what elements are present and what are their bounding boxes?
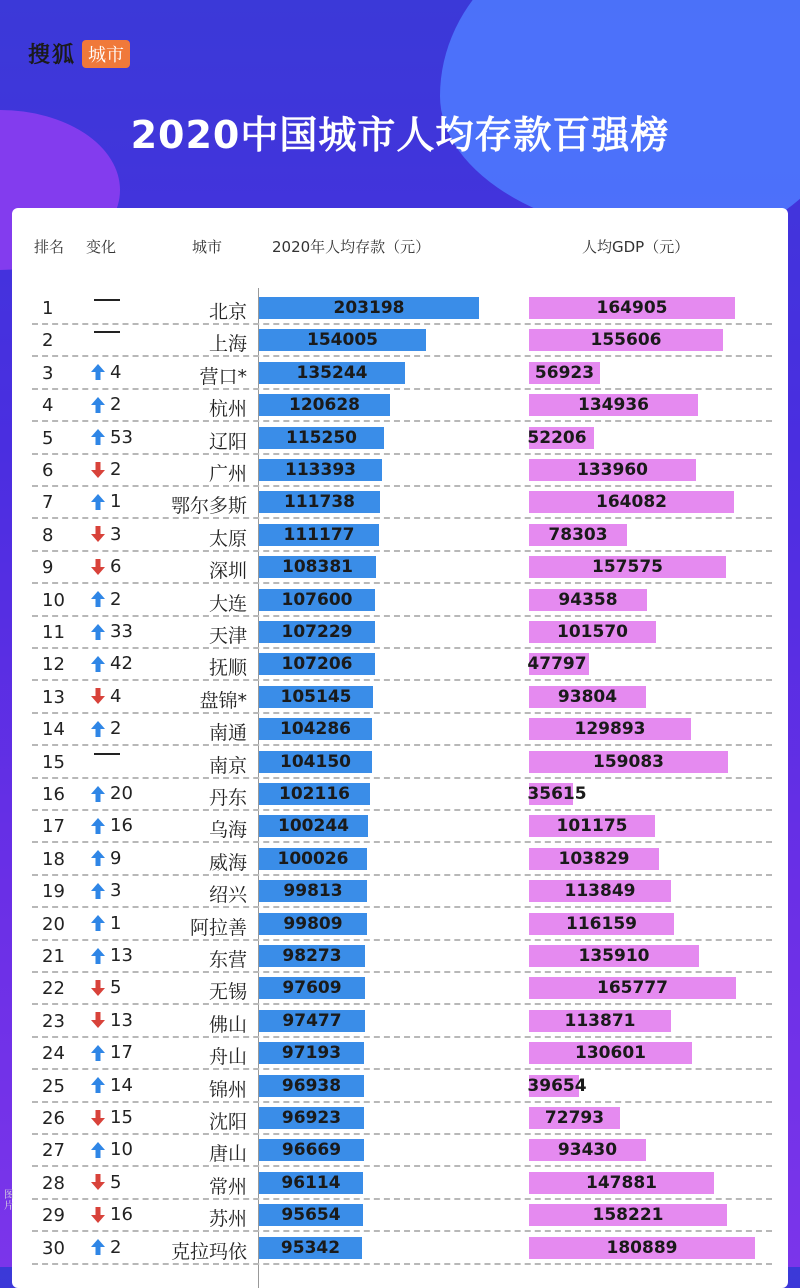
up-arrow-icon [90,363,106,381]
down-arrow-icon [90,1109,106,1127]
gdp-value-label: 78303 [548,524,608,545]
up-arrow-icon [90,785,106,803]
rank-number: 20 [42,913,65,935]
table-row [12,746,788,778]
deposit-value-label: 96923 [281,1108,342,1128]
city-name: 广州 [208,463,247,485]
up-arrow-icon [90,1141,106,1159]
deposit-value-label: 96114 [281,1172,341,1193]
logo-text: 搜狐 [28,43,77,68]
deposit-value-label: 104286 [280,719,351,740]
down-arrow-icon [90,1011,106,1029]
city-name: 丹东 [208,787,247,809]
deposit-value-label: 95654 [281,1205,341,1226]
gdp-value-label: 159083 [593,751,664,772]
gdp-value-label: 116159 [566,913,637,934]
rank-number: 22 [42,978,65,1000]
city-name: 东营 [208,949,247,971]
table-row [12,1199,788,1231]
deposit-value-label: 111738 [284,492,355,513]
gdp-value-label: 113871 [564,1010,636,1031]
change-value: 16 [110,1204,133,1226]
deposit-value-label: 104150 [280,751,351,772]
rank-change [90,1237,121,1258]
gdp-value-label: 94358 [558,589,618,610]
city-name: 苏州 [208,1208,247,1231]
gdp-value-label: 101175 [556,816,628,837]
change-value: 13 [110,1009,133,1031]
table-row [12,584,788,616]
deposit-value-label: 108381 [282,557,353,578]
gdp-value-label: 147881 [586,1172,657,1193]
up-arrow-icon [90,817,106,835]
city-name: 辽阳 [208,430,247,453]
gdp-value-label: 158221 [592,1205,664,1226]
change-value: 2 [110,718,122,740]
change-value: 2 [110,588,122,610]
city-name: 天津 [208,625,247,647]
deposit-value-label: 95342 [280,1237,341,1258]
rank-change [90,1204,133,1225]
deposit-value-label: 111177 [283,524,355,545]
rank-number: 13 [42,686,65,708]
city-name: 乌海 [208,819,247,842]
city-name: 太原 [208,527,247,550]
gdp-value-label: 47797 [527,654,587,675]
rank-change [90,524,121,545]
rank-change [90,491,121,512]
gdp-value-label: 133960 [577,460,648,480]
table-row [12,810,788,842]
rank-change [90,621,133,642]
rank-number: 30 [42,1237,65,1259]
table-row [12,1232,788,1264]
rank-number: 9 [42,557,54,579]
change-value: 3 [110,880,122,902]
gdp-value-label: 72793 [544,1108,605,1128]
rank-number: 1 [42,298,54,319]
change-value: 9 [110,847,122,869]
rank-number: 7 [42,492,54,514]
up-arrow-icon [90,720,106,738]
city-name: 深圳 [208,560,247,583]
city-name: 北京 [208,301,247,323]
table-row [12,454,788,486]
no-change-dash-icon [94,331,120,333]
rank-number: 14 [42,719,65,741]
rank-number: 21 [42,946,65,967]
table-row [12,1037,788,1069]
brand-logo [28,38,130,69]
city-name: 上海 [208,333,247,356]
deposit-value-label: 107600 [281,589,353,610]
city-name: 南京 [208,754,247,777]
rank-number: 27 [42,1140,65,1162]
rank-number: 17 [42,816,65,838]
rank-number: 4 [42,395,54,417]
up-arrow-icon [90,623,106,641]
change-value: 42 [110,653,133,675]
gdp-value-label: 56923 [534,362,595,383]
gdp-value-label: 180889 [606,1237,678,1258]
deposit-value-label: 102116 [279,784,350,804]
gdp-value-label: 134936 [578,395,649,416]
table-row [12,324,788,356]
deposit-value-label: 120628 [289,395,360,416]
gdp-value-label: 39654 [527,1075,587,1096]
header-rank: 排名 [34,238,65,256]
rank-number: 25 [42,1075,65,1097]
city-name: 绍兴 [208,884,247,907]
down-arrow-icon [90,558,106,576]
ranking-table [12,208,788,1288]
rank-change [90,394,121,415]
header-deposit: 2020年人均存款（元） [272,238,431,256]
change-value: 6 [110,556,122,578]
change-value: 33 [110,621,133,642]
table-row [12,486,788,518]
city-name: 杭州 [208,398,247,421]
table-row [12,519,788,551]
rank-change [90,977,121,998]
rank-change [90,1107,133,1128]
rank-change [90,1075,133,1096]
gdp-value-label: 35615 [527,784,587,804]
rank-change [90,945,133,966]
rank-change [90,329,120,333]
table-row [12,875,788,907]
up-arrow-icon [90,428,106,446]
deposit-value-label: 135244 [296,362,368,383]
rank-number: 6 [42,460,54,481]
down-arrow-icon [90,979,106,997]
rank-number: 11 [42,622,65,643]
rank-number: 23 [42,1010,65,1032]
header-gdp: 人均GDP（元） [582,238,690,256]
rank-change [90,815,133,836]
rank-change [90,1042,133,1063]
down-arrow-icon [90,461,106,479]
deposit-value-label: 154005 [307,330,378,351]
rank-number: 24 [42,1043,65,1065]
table-row [12,1005,788,1037]
deposit-value-label: 98273 [282,946,342,966]
rank-change [90,653,133,674]
change-value: 5 [110,1171,122,1193]
deposit-value-label: 113393 [285,460,356,480]
rank-number: 5 [42,427,54,449]
deposit-value-label: 107229 [281,622,353,642]
deposit-value-label: 100244 [278,816,349,837]
rank-change [90,880,121,901]
change-value: 10 [110,1139,133,1161]
rank-change [90,686,121,707]
rank-number: 8 [42,524,54,546]
gdp-value-label: 93430 [557,1140,618,1161]
up-arrow-icon [90,396,106,414]
gdp-value-label: 135910 [578,946,650,966]
rank-change [90,589,121,610]
rank-number: 28 [42,1172,65,1194]
down-arrow-icon [90,1206,106,1224]
rank-number: 12 [42,654,65,676]
city-name: 威海 [208,851,247,874]
table-row [12,713,788,745]
watermark: 图 片 [4,1190,14,1212]
city-name: 佛山 [208,1013,247,1036]
table-row [12,972,788,1004]
deposit-value-label: 203198 [333,298,405,318]
change-value: 15 [110,1107,133,1128]
city-name: 舟山 [208,1046,247,1069]
city-name: 盘锦* [199,689,247,712]
deposit-value-label: 97477 [282,1010,342,1031]
table-header [12,236,788,260]
gdp-value-label: 130601 [575,1043,646,1064]
table-row [12,940,788,972]
gdp-value-label: 164905 [596,298,668,318]
table-row [12,681,788,713]
change-value: 3 [110,523,122,545]
rank-number: 29 [42,1205,65,1227]
chart-title: 2020中国城市人均存款百强榜 [130,113,670,157]
rank-change [90,913,121,934]
table-row [12,778,788,810]
rank-change [90,459,121,480]
logo-tag: 城市 [82,40,130,68]
table-row [12,1102,788,1134]
change-value: 1 [110,912,122,934]
rank-number: 2 [42,330,54,352]
rank-number: 18 [42,848,65,870]
table-row [12,908,788,940]
rank-change [90,848,121,869]
header-change: 变化 [86,238,117,256]
deposit-value-label: 99809 [283,913,343,934]
change-value: 4 [110,361,122,383]
city-name: 阿拉善 [189,916,247,939]
rank-change [90,362,121,383]
up-arrow-icon [90,914,106,932]
rank-change [90,297,120,301]
table-row [12,616,788,648]
city-name: 营口* [199,365,247,388]
deposit-value-label: 100026 [277,848,349,869]
deposit-value-label: 115250 [286,427,357,448]
change-value: 53 [110,426,133,448]
down-arrow-icon [90,1173,106,1191]
city-name: 克拉玛依 [170,1240,247,1263]
gdp-value-label: 165777 [597,978,668,999]
change-value: 20 [110,783,133,804]
change-value: 2 [110,1236,122,1258]
city-name: 沈阳 [208,1111,247,1133]
deposit-value-label: 96669 [281,1140,342,1161]
city-name: 唐山 [208,1143,247,1166]
up-arrow-icon [90,590,106,608]
city-name: 鄂尔多斯 [170,495,247,518]
rank-change [90,718,121,739]
up-arrow-icon [90,849,106,867]
rank-number: 15 [42,751,65,773]
rank-number: 10 [42,589,65,611]
gdp-value-label: 103829 [558,848,630,869]
city-name: 抚顺 [208,657,247,680]
city-name: 锦州 [208,1078,247,1101]
deposit-value-label: 96938 [281,1075,342,1096]
no-change-dash-icon [94,753,120,755]
up-arrow-icon [90,493,106,511]
no-change-dash-icon [94,299,120,301]
gdp-value-label: 101570 [557,622,628,642]
city-name: 大连 [208,592,247,615]
rank-number: 19 [42,881,65,903]
up-arrow-icon [90,1076,106,1094]
table-row [12,551,788,583]
down-arrow-icon [90,525,106,543]
gdp-value-label: 129893 [574,719,646,740]
city-name: 常州 [208,1175,247,1198]
up-arrow-icon [90,882,106,900]
rank-change [90,1172,121,1193]
up-arrow-icon [90,947,106,965]
gdp-value-label: 113849 [564,881,636,902]
change-value: 14 [110,1074,133,1096]
header-city: 城市 [192,238,223,256]
change-value: 2 [110,459,122,480]
rank-number: 26 [42,1108,65,1129]
change-value: 5 [110,977,122,999]
change-value: 2 [110,394,122,416]
change-value: 1 [110,491,122,513]
gdp-value-label: 155606 [590,330,662,351]
rank-change [90,1139,133,1160]
table-row [12,357,788,389]
up-arrow-icon [90,1044,106,1062]
city-name: 南通 [208,722,247,745]
table-row [12,1134,788,1166]
table-row [12,292,788,324]
deposit-value-label: 107206 [281,654,353,675]
gdp-value-label: 157575 [592,557,663,578]
deposit-value-label: 97193 [281,1043,342,1064]
change-value: 16 [110,815,133,837]
gdp-value-label: 93804 [557,686,618,707]
city-name: 无锡 [208,981,247,1004]
rank-change [90,751,120,755]
table-row [12,843,788,875]
rank-number: 16 [42,784,65,805]
table-row [12,422,788,454]
table-row [12,1167,788,1199]
up-arrow-icon [90,655,106,673]
table-row [12,389,788,421]
gdp-value-label: 52206 [527,427,587,448]
rank-change [90,427,133,448]
table-row [12,1070,788,1102]
table-row [12,648,788,680]
change-value: 4 [110,685,122,707]
change-value: 13 [110,945,133,966]
rank-change [90,783,133,804]
row-separator [32,1263,772,1265]
rank-change [90,556,121,577]
gdp-value-label: 164082 [596,492,667,513]
deposit-value-label: 97609 [282,978,342,999]
rank-number: 3 [42,362,54,384]
down-arrow-icon [90,687,106,705]
rank-change [90,1010,133,1031]
deposit-value-label: 105145 [280,686,352,707]
change-value: 17 [110,1042,133,1064]
up-arrow-icon [90,1238,106,1256]
deposit-value-label: 99813 [283,881,343,902]
